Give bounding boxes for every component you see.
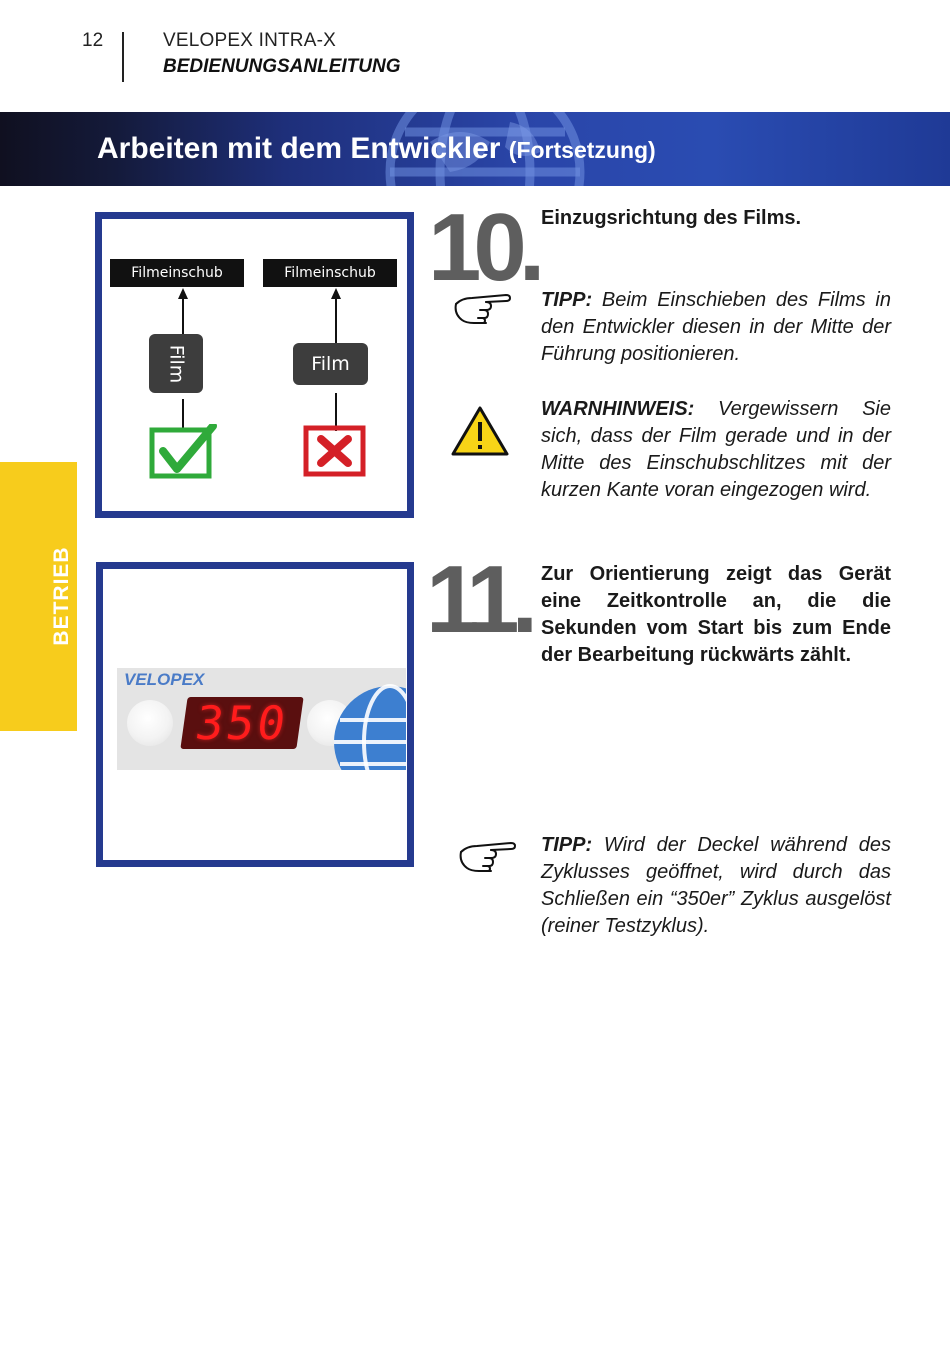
step-10-heading: Einzugsrichtung des Films.: [541, 207, 802, 229]
header-divider: [122, 32, 124, 82]
page-number: 12: [82, 30, 104, 51]
chapter-tab-label: BETRIEB: [50, 546, 73, 646]
tip-text: Wird der Deckel während des Zyklusses geöffnet, wird durch das Schließen ein “350er” Zyklus ausgelöst (reiner Testzyklus).: [541, 834, 891, 937]
warning-icon: [450, 405, 510, 457]
pointing-hand-icon: [453, 290, 513, 326]
cross-icon: [303, 425, 367, 479]
section-title-main: Arbeiten mit dem Entwickler: [97, 132, 501, 165]
step-number-11: 11.: [426, 546, 531, 653]
section-title-continued: (Fortsetzung): [508, 137, 656, 163]
step-10-tip: [541, 287, 891, 368]
warning-label: WARNHINWEIS:: [541, 398, 695, 420]
warning-text: Vergewissern Sie sich, dass der Film gerade und in der Mitte des Einschubschlitzes mit der kurzen Kante voran eingezogen wird.: [541, 398, 891, 501]
step-11-tip: [541, 832, 891, 940]
figure-timer-display: [96, 562, 414, 867]
figure-film-direction: [95, 212, 414, 518]
tip-text: Beim Einschieben des Films in den Entwickler diesen in der Mitte der Führung positionieren.: [541, 289, 891, 365]
device-control-panel: [117, 668, 406, 770]
timer-display: 350: [180, 697, 303, 749]
step-10-warning: [541, 396, 891, 504]
feed-label-right: Filmeinschub: [263, 259, 397, 287]
section-title: [97, 132, 656, 166]
feed-label-left: Filmeinschub: [110, 259, 244, 287]
film-correct: [149, 334, 203, 393]
film-incorrect-label: Film: [311, 353, 350, 375]
step-number-10: 10.: [428, 194, 538, 301]
film-incorrect: [293, 343, 368, 385]
check-icon: [147, 424, 219, 482]
globe-logo-icon: [332, 684, 406, 770]
film-correct-label: Film: [165, 344, 187, 383]
step-11-heading: Zur Orientierung zeigt das Gerät eine Zeitkontrolle an, die die Sekunden vom Start bis zum Ende der Bearbeitung rückwärts zählt.: [541, 563, 891, 666]
document-title: VELOPEX INTRA-X: [163, 30, 336, 51]
section-banner: [0, 112, 950, 186]
tip-label: TIPP:: [541, 289, 593, 311]
tip-label: TIPP:: [541, 834, 593, 856]
left-button-icon: [127, 700, 173, 746]
brand-logo: VELOPEX: [124, 670, 205, 689]
pointing-hand-icon: [458, 838, 518, 874]
document-subtitle: BEDIENUNGSANLEITUNG: [163, 56, 401, 77]
